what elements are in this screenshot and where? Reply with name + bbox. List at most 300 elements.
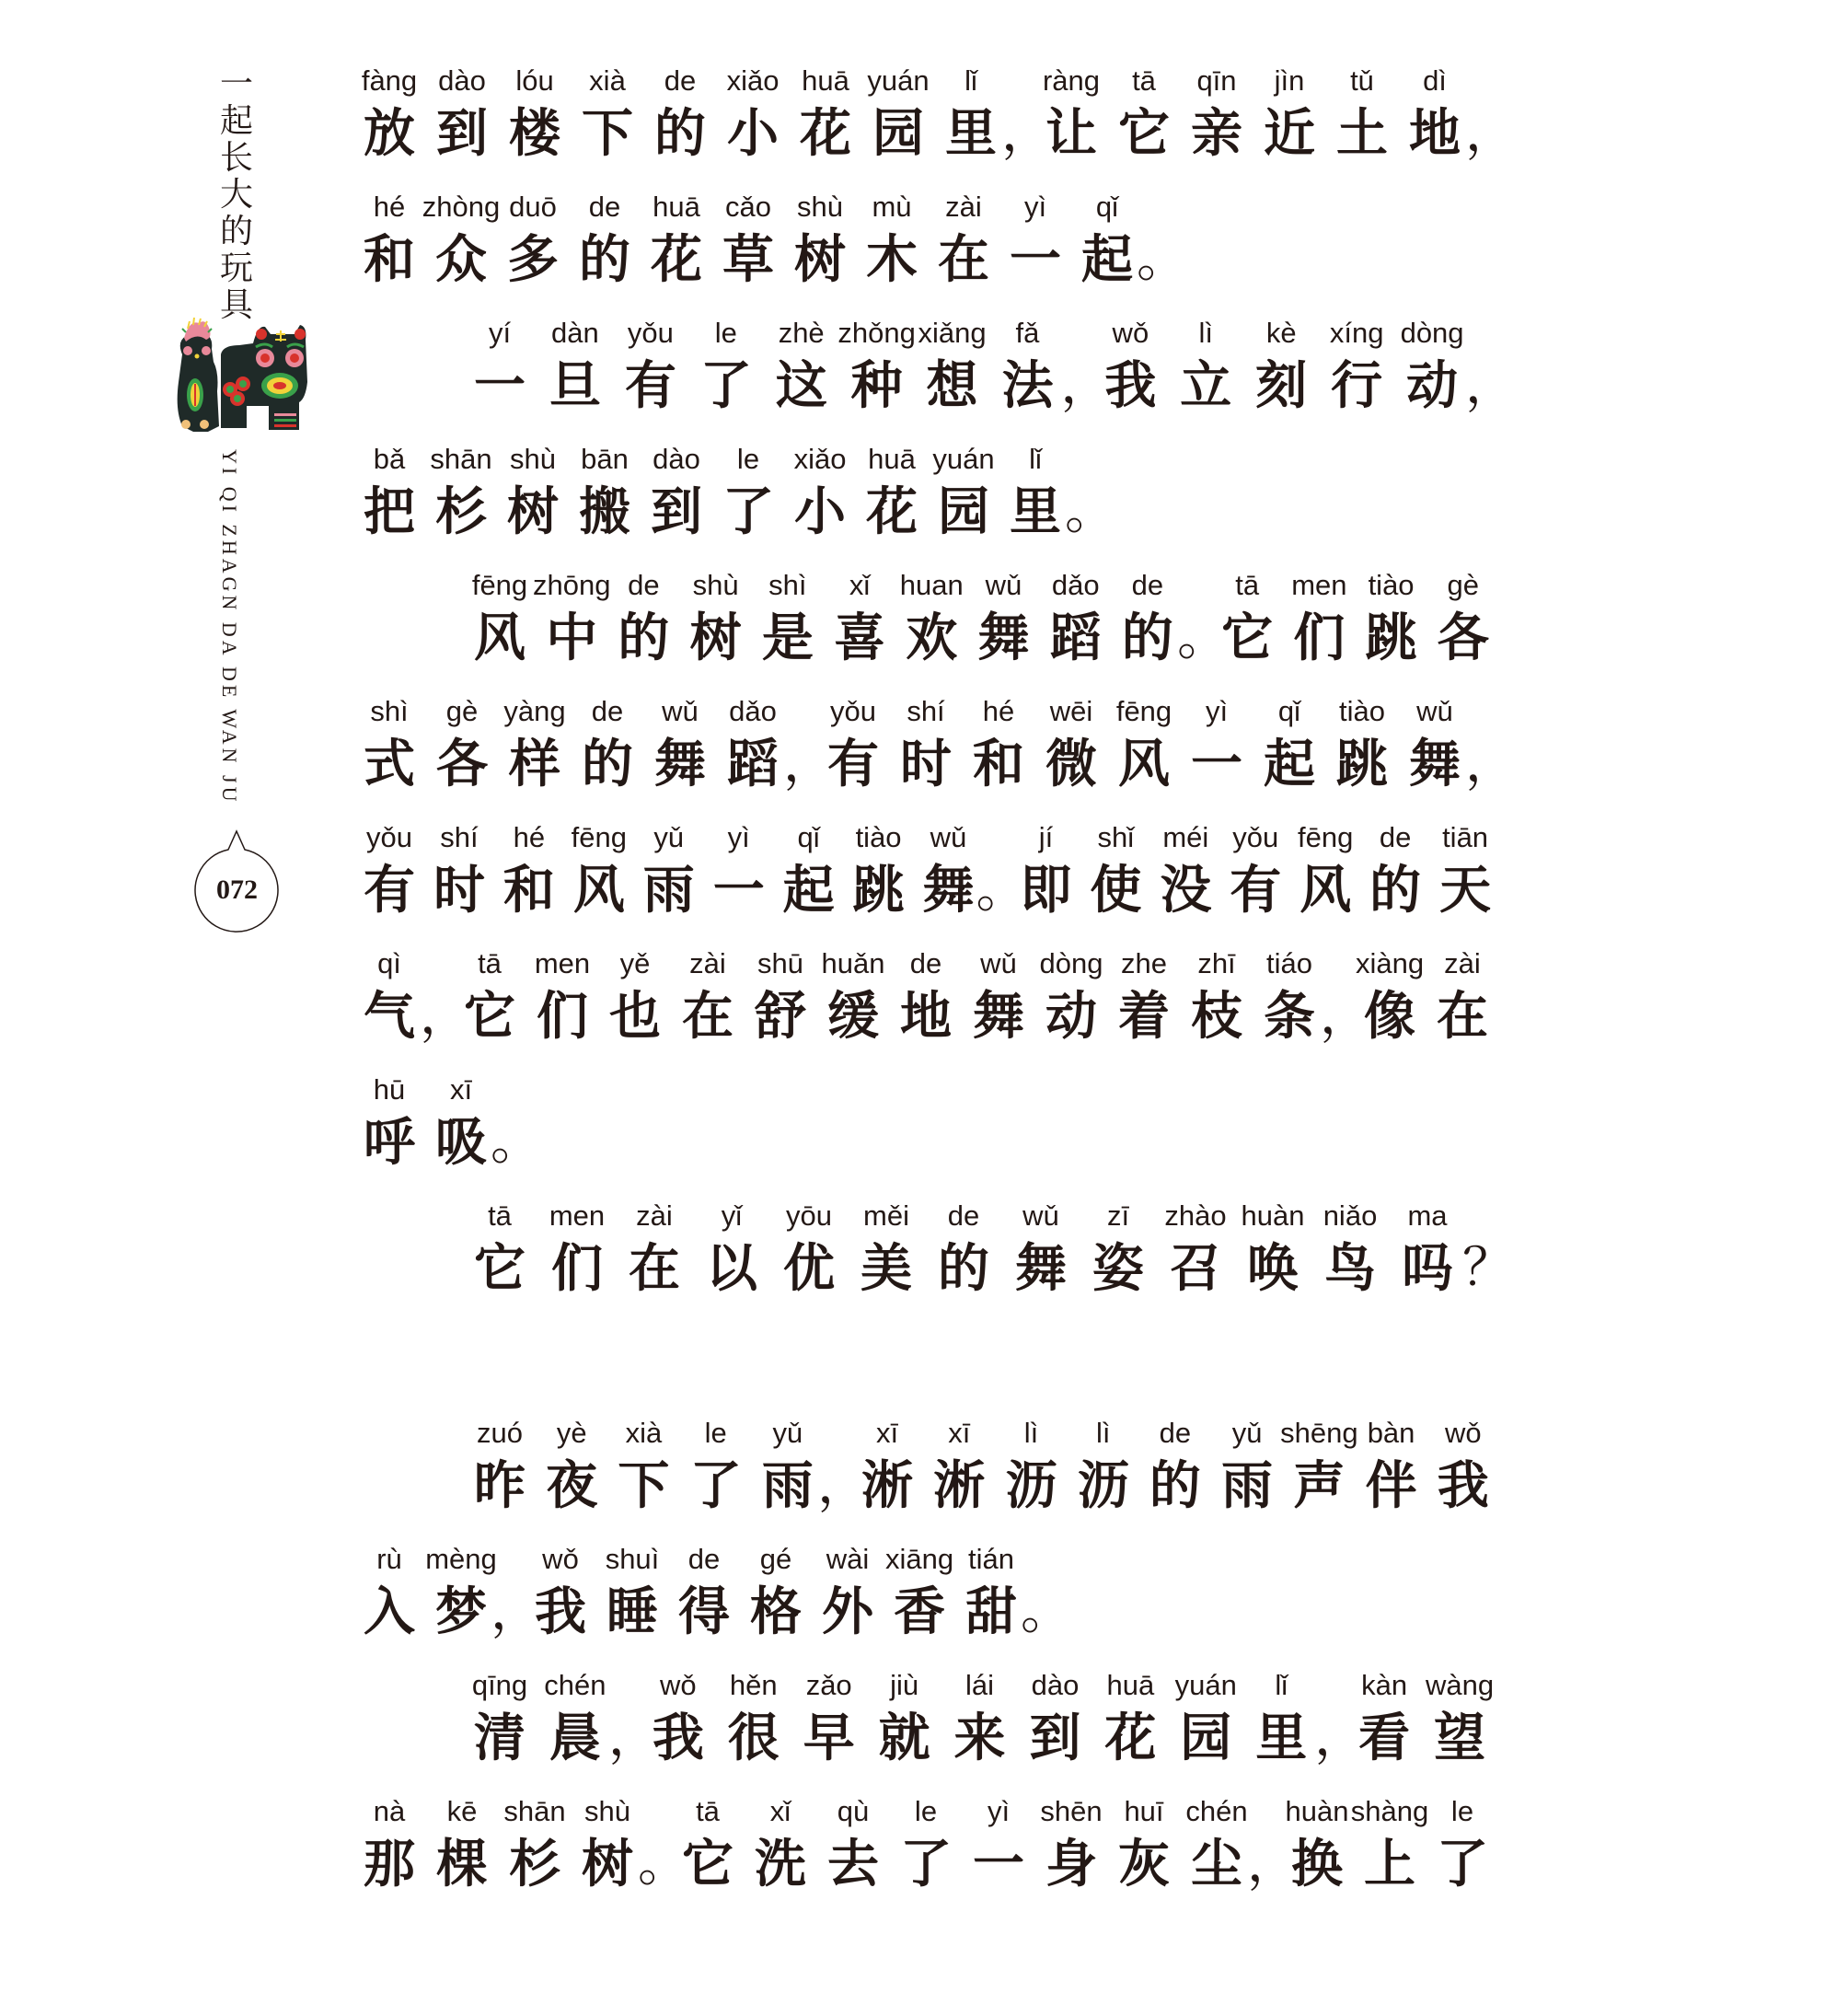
pinyin: gè: [445, 695, 479, 727]
hanzi: 杉: [435, 481, 487, 542]
pinyin: lì: [1095, 1417, 1111, 1449]
punctuation: 。: [638, 1834, 689, 1894]
hanzi: 以: [706, 1238, 757, 1299]
punctuation: ，: [817, 1455, 870, 1515]
hanzi: 木: [866, 229, 918, 290]
hanzi: 搬: [579, 481, 630, 542]
hanzi: 睡: [606, 1581, 658, 1642]
hanzi: 亲: [1191, 103, 1242, 164]
punctuation: ？: [1462, 1238, 1514, 1298]
pinyin: fǎ: [1015, 317, 1040, 349]
hanzi: 式: [364, 734, 415, 794]
hanzi: 很: [727, 1708, 780, 1768]
hanzi: 入: [364, 1581, 415, 1642]
hanzi: 放: [364, 103, 415, 164]
pinyin: shì: [768, 569, 807, 601]
hanzi: 里: [1255, 1708, 1308, 1768]
hanzi: 雨: [642, 860, 695, 921]
pinyin: huā: [868, 443, 916, 475]
pinyin: hū: [373, 1073, 406, 1106]
pinyin: huan: [899, 569, 964, 601]
hanzi: 的: [582, 734, 633, 794]
pinyin: lóu: [515, 64, 554, 97]
hanzi: 夜: [546, 1455, 598, 1516]
pinyin: jiù: [890, 1669, 919, 1701]
hanzi: 去: [827, 1834, 879, 1894]
hanzi: 的: [618, 608, 670, 668]
pinyin: shù: [692, 569, 739, 601]
pinyin: shí: [907, 695, 945, 727]
hanzi: 吸: [435, 1112, 487, 1173]
pinyin: ràng: [1042, 64, 1101, 97]
hanzi: 中: [546, 608, 598, 668]
pinyin: tián: [968, 1543, 1014, 1575]
hanzi: 草: [722, 229, 774, 290]
punctuation: ，: [1465, 355, 1517, 415]
hanzi: 那: [364, 1834, 415, 1894]
hanzi: 它: [1118, 103, 1170, 164]
pinyin: le: [1450, 1795, 1474, 1827]
pinyin: wǒ: [660, 1669, 697, 1701]
hanzi: 美: [860, 1238, 912, 1299]
pinyin: zhī: [1197, 947, 1236, 979]
hanzi: 把: [364, 481, 415, 542]
title-char: 长: [219, 139, 253, 177]
pinyin: huā: [1106, 1669, 1155, 1701]
hanzi: 到: [436, 103, 488, 164]
hanzi: 一: [973, 1834, 1024, 1894]
pinyin: zài: [945, 191, 982, 223]
hanzi: 有: [624, 355, 676, 416]
hanzi: 地: [900, 986, 952, 1047]
hanzi: 枝: [1191, 986, 1242, 1047]
hanzi: 是: [761, 608, 814, 668]
pinyin: wǒ: [1112, 317, 1149, 349]
punctuation: ，: [607, 1708, 660, 1767]
page-number: 072: [216, 875, 258, 905]
pinyin: de: [628, 569, 660, 601]
pinyin: shān: [430, 443, 492, 475]
pinyin: tā: [1235, 569, 1260, 601]
pinyin: lǐ: [1275, 1669, 1288, 1701]
hanzi: 里: [1010, 481, 1061, 542]
hanzi: 里: [945, 103, 997, 164]
hanzi: 它: [1221, 608, 1274, 668]
pinyin: fēng: [471, 569, 528, 601]
hanzi: 到: [1029, 1708, 1081, 1768]
pinyin: kē: [446, 1795, 478, 1827]
pinyin: de: [947, 1199, 980, 1232]
pinyin: huī: [1124, 1795, 1164, 1827]
pinyin: lái: [965, 1669, 995, 1701]
hanzi: 我: [652, 1708, 704, 1768]
hanzi: 望: [1434, 1708, 1486, 1768]
pinyin: tā: [696, 1795, 720, 1827]
pinyin: de: [591, 695, 624, 727]
hanzi: 树: [689, 608, 742, 668]
hanzi: 的: [1369, 860, 1422, 921]
hanzi: 时: [900, 734, 952, 794]
pinyin: kàn: [1361, 1669, 1408, 1701]
hanzi: 微: [1045, 734, 1097, 794]
hanzi: 有: [364, 860, 415, 921]
pinyin: le: [714, 317, 737, 349]
pinyin: shù: [510, 443, 556, 475]
title-char: 的: [219, 213, 253, 250]
pinyin: huǎn: [821, 947, 885, 979]
pinyin: men: [549, 1199, 606, 1232]
pinyin: xiǎo: [793, 443, 847, 475]
pinyin: wǒ: [542, 1543, 579, 1575]
hanzi: 时: [433, 860, 485, 921]
hanzi: 洗: [755, 1834, 806, 1894]
pinyin: chén: [1185, 1795, 1248, 1827]
pinyin: yuán: [867, 64, 930, 97]
hanzi: 树: [507, 481, 559, 542]
pinyin: zhào: [1164, 1199, 1227, 1232]
pinyin: de: [909, 947, 942, 979]
hanzi: 园: [1180, 1708, 1232, 1768]
pinyin: de: [1131, 569, 1164, 601]
pinyin: lǐ: [1029, 443, 1042, 475]
hanzi: 风: [1299, 860, 1352, 921]
pinyin: men: [534, 947, 591, 979]
hanzi: 也: [609, 986, 661, 1047]
hanzi: 它: [464, 986, 515, 1047]
hanzi: 法: [1001, 355, 1054, 416]
pinyin: xiàng: [1355, 947, 1425, 979]
pinyin: wēi: [1049, 695, 1093, 727]
pinyin: chén: [544, 1669, 606, 1701]
pinyin: dòng: [1400, 317, 1464, 349]
hanzi: 让: [1045, 103, 1097, 164]
pinyin: hěn: [729, 1669, 778, 1701]
hanzi: 喜: [834, 608, 886, 668]
pinyin: wǔ: [985, 569, 1022, 601]
pinyin: shēn: [1040, 1795, 1103, 1827]
pinyin: dàn: [551, 317, 599, 349]
hanzi: 样: [509, 734, 560, 794]
pinyin: zǎo: [805, 1669, 852, 1701]
punctuation: 。: [1021, 1581, 1072, 1641]
hanzi: 甜: [965, 1581, 1017, 1642]
hanzi: 它: [682, 1834, 733, 1894]
pinyin: gé: [759, 1543, 792, 1575]
hanzi: 一: [474, 355, 526, 416]
hanzi: 的: [654, 103, 706, 164]
pinyin: de: [687, 1543, 721, 1575]
pinyin: le: [704, 1417, 727, 1449]
hanzi: 了: [722, 481, 774, 542]
hanzi: 立: [1180, 355, 1232, 416]
pinyin: jí: [1038, 821, 1054, 853]
pinyin: huàn: [1241, 1199, 1305, 1232]
pinyin: wǒ: [1444, 1417, 1482, 1449]
hanzi: 杉: [509, 1834, 560, 1894]
pinyin: wǔ: [930, 821, 967, 853]
pinyin: tǔ: [1350, 64, 1374, 97]
hanzi: 舞: [1015, 1238, 1067, 1299]
title-char: 具: [219, 286, 253, 324]
pinyin: bān: [581, 443, 629, 475]
hanzi: 身: [1045, 1834, 1097, 1894]
hanzi: 气: [364, 986, 415, 1047]
pinyin: tiān: [1442, 821, 1489, 853]
hanzi: 旦: [549, 355, 601, 416]
pinyin: shù: [797, 191, 843, 223]
hanzi: 花: [800, 103, 851, 164]
pinyin: duō: [509, 191, 557, 223]
folk-tiger-toy-illustration: [166, 318, 313, 437]
hanzi: 伴: [1365, 1455, 1417, 1516]
pinyin: kè: [1265, 317, 1297, 349]
book-title-vertical: [214, 66, 260, 324]
pinyin: yǒu: [1232, 821, 1279, 853]
punctuation: ，: [1247, 1834, 1299, 1894]
hanzi: 风: [572, 860, 625, 921]
hanzi: 一: [1010, 229, 1061, 290]
pinyin: dǎo: [729, 695, 777, 727]
hanzi: 的: [938, 1238, 989, 1299]
punctuation: 。: [491, 1112, 542, 1172]
pinyin: mù: [872, 191, 912, 223]
hanzi: 唤: [1247, 1238, 1299, 1299]
pinyin: shàng: [1350, 1795, 1429, 1827]
hanzi: 即: [1020, 860, 1072, 921]
pinyin: nà: [373, 1795, 406, 1827]
punctuation: ，: [1320, 986, 1371, 1046]
hanzi: 在: [682, 986, 733, 1047]
pinyin: yǐ: [721, 1199, 743, 1232]
hanzi: 我: [1437, 1455, 1489, 1516]
pinyin: wǔ: [662, 695, 699, 727]
hanzi: 淅: [933, 1455, 986, 1516]
pinyin: zhòng: [422, 191, 501, 223]
pinyin: wàng: [1426, 1669, 1495, 1701]
pinyin: niǎo: [1322, 1199, 1378, 1232]
pinyin: xī: [876, 1417, 899, 1449]
hanzi: 动: [1406, 355, 1459, 416]
pinyin: tiào: [1368, 569, 1415, 601]
pinyin: gè: [1447, 569, 1480, 601]
hanzi: 起: [1081, 229, 1133, 290]
pinyin: dòng: [1039, 947, 1103, 979]
pinyin: xī: [948, 1417, 971, 1449]
pinyin: fēng: [1298, 821, 1354, 853]
hanzi: 它: [474, 1238, 526, 1299]
pinyin: xiǎng: [918, 317, 987, 349]
pinyin: yǒu: [830, 695, 876, 727]
hanzi: 想: [926, 355, 978, 416]
hanzi: 声: [1293, 1455, 1346, 1516]
pinyin: yě: [619, 947, 651, 979]
hanzi: 条: [1264, 986, 1315, 1047]
hanzi: 昨: [474, 1455, 526, 1516]
hanzi: 没: [1160, 860, 1212, 921]
pinyin: de: [588, 191, 621, 223]
hanzi: 淅: [861, 1455, 914, 1516]
hanzi: 动: [1045, 986, 1097, 1047]
hanzi: 众: [435, 229, 487, 290]
hanzi: 召: [1170, 1238, 1221, 1299]
hanzi: 楼: [509, 103, 560, 164]
hanzi: 在: [1437, 986, 1488, 1047]
punctuation: ，: [1001, 103, 1053, 163]
hanzi: 棵: [436, 1834, 488, 1894]
hanzi: 换: [1291, 1834, 1343, 1894]
hanzi: 风: [474, 608, 526, 668]
hanzi: 园: [938, 481, 989, 542]
hanzi: 小: [794, 481, 846, 542]
hanzi: 树: [794, 229, 846, 290]
pinyin: yàng: [503, 695, 566, 727]
hanzi: 舞: [973, 986, 1024, 1047]
punctuation: ，: [491, 1581, 542, 1641]
hanzi: 花: [1104, 1708, 1157, 1768]
pinyin: lì: [1198, 317, 1214, 349]
pinyin: xià: [589, 64, 626, 97]
pinyin: wài: [826, 1543, 870, 1575]
pinyin: wǔ: [980, 947, 1017, 979]
pinyin: tā: [488, 1199, 512, 1232]
pinyin: yì: [987, 1795, 1011, 1827]
hanzi: 就: [878, 1708, 930, 1768]
hanzi: 各: [1437, 608, 1489, 668]
pinyin: shí: [440, 821, 479, 853]
pinyin: yì: [1023, 191, 1047, 223]
pinyin: zuó: [477, 1417, 523, 1449]
hanzi: 我: [1104, 355, 1157, 416]
pinyin: zài: [689, 947, 726, 979]
pinyin: yuán: [932, 443, 995, 475]
hanzi: 梦: [435, 1581, 487, 1642]
hanzi: 呼: [364, 1112, 415, 1173]
pinyin: huàn: [1285, 1795, 1349, 1827]
pinyin: tā: [478, 947, 502, 979]
hanzi: 了: [689, 1455, 742, 1516]
pinyin: méi: [1162, 821, 1209, 853]
pinyin: hé: [513, 821, 546, 853]
punctuation: 。: [1137, 229, 1188, 289]
punctuation: 。: [1065, 481, 1116, 541]
pinyin: xǐ: [769, 1795, 791, 1827]
pinyin: fēng: [571, 821, 627, 853]
hanzi: 了: [699, 355, 752, 416]
pinyin: shì: [370, 695, 409, 727]
hanzi: 花: [866, 481, 918, 542]
hanzi: 外: [822, 1581, 873, 1642]
pinyin: xiāng: [884, 1543, 954, 1575]
hanzi: 在: [938, 229, 989, 290]
pinyin: qīn: [1196, 64, 1237, 97]
pinyin: yì: [1205, 695, 1229, 727]
hanzi: 多: [507, 229, 559, 290]
hanzi: 姿: [1092, 1238, 1144, 1299]
hanzi: 的: [579, 229, 630, 290]
hanzi: 们: [551, 1238, 603, 1299]
pinyin: tā: [1132, 64, 1156, 97]
pinyin: yǒu: [627, 317, 674, 349]
hanzi: 了: [1437, 1834, 1488, 1894]
hanzi: 一: [1191, 734, 1242, 794]
pinyin: dào: [438, 64, 486, 97]
hanzi: 格: [750, 1581, 802, 1642]
hanzi: 沥: [1077, 1455, 1129, 1516]
hanzi: 舞: [977, 608, 1030, 668]
pinyin: yǔ: [1231, 1417, 1263, 1449]
pinyin: wǔ: [1022, 1199, 1059, 1232]
hanzi: 沥: [1005, 1455, 1057, 1516]
hanzi: 蹈: [1049, 608, 1102, 668]
hanzi: 灰: [1118, 1834, 1170, 1894]
punctuation: ，: [1465, 103, 1517, 163]
hanzi: 花: [651, 229, 702, 290]
pinyin: yè: [556, 1417, 587, 1449]
pinyin: xiǎo: [726, 64, 780, 97]
pinyin: yōu: [786, 1199, 832, 1232]
punctuation: ，: [420, 986, 471, 1046]
hanzi: 我: [535, 1581, 586, 1642]
title-char: 一: [219, 65, 253, 103]
pinyin: zài: [1444, 947, 1481, 979]
pinyin: dǎo: [1051, 569, 1100, 601]
hanzi: 舞: [654, 734, 706, 794]
hanzi: 香: [894, 1581, 945, 1642]
pinyin: qǐ: [797, 821, 820, 853]
pinyin: qù: [837, 1795, 870, 1827]
pinyin: de: [664, 64, 697, 97]
hanzi: 着: [1118, 986, 1170, 1047]
pinyin: dào: [653, 443, 700, 475]
hanzi: 早: [803, 1708, 855, 1768]
punctuation: 。: [976, 860, 1028, 920]
pinyin: dì: [1423, 64, 1447, 97]
title-char: 大: [219, 176, 253, 214]
punctuation: ，: [1314, 1708, 1367, 1767]
title-char: 玩: [219, 249, 253, 287]
hanzi: 们: [537, 986, 588, 1047]
hanzi: 在: [629, 1238, 680, 1299]
pinyin: qǐ: [1277, 695, 1301, 727]
pinyin: yì: [727, 821, 750, 853]
hanzi: 蹈: [727, 734, 779, 794]
hanzi: 上: [1364, 1834, 1415, 1894]
hanzi: 得: [678, 1581, 730, 1642]
pinyin: yí: [488, 317, 512, 349]
pinyin: hé: [982, 695, 1015, 727]
pinyin: jìn: [1274, 64, 1305, 97]
hanzi: 园: [872, 103, 924, 164]
pinyin: rù: [376, 1543, 402, 1575]
hanzi: 跳: [1365, 608, 1417, 668]
hanzi: 像: [1364, 986, 1415, 1047]
pinyin: yuán: [1174, 1669, 1237, 1701]
pinyin: yǔ: [772, 1417, 803, 1449]
punctuation: ，: [1060, 355, 1113, 415]
pinyin: zī: [1106, 1199, 1130, 1232]
pinyin: lì: [1023, 1417, 1039, 1449]
pinyin: xià: [625, 1417, 663, 1449]
hanzi: 起: [782, 860, 835, 921]
pinyin: bǎ: [373, 443, 406, 475]
hanzi: 欢: [906, 608, 958, 668]
pinyin: bàn: [1367, 1417, 1415, 1449]
hanzi: 和: [973, 734, 1024, 794]
title-char: 起: [219, 102, 253, 140]
pinyin: dào: [1031, 1669, 1080, 1701]
pinyin: xíng: [1329, 317, 1384, 349]
hanzi: 舞: [1409, 734, 1461, 794]
